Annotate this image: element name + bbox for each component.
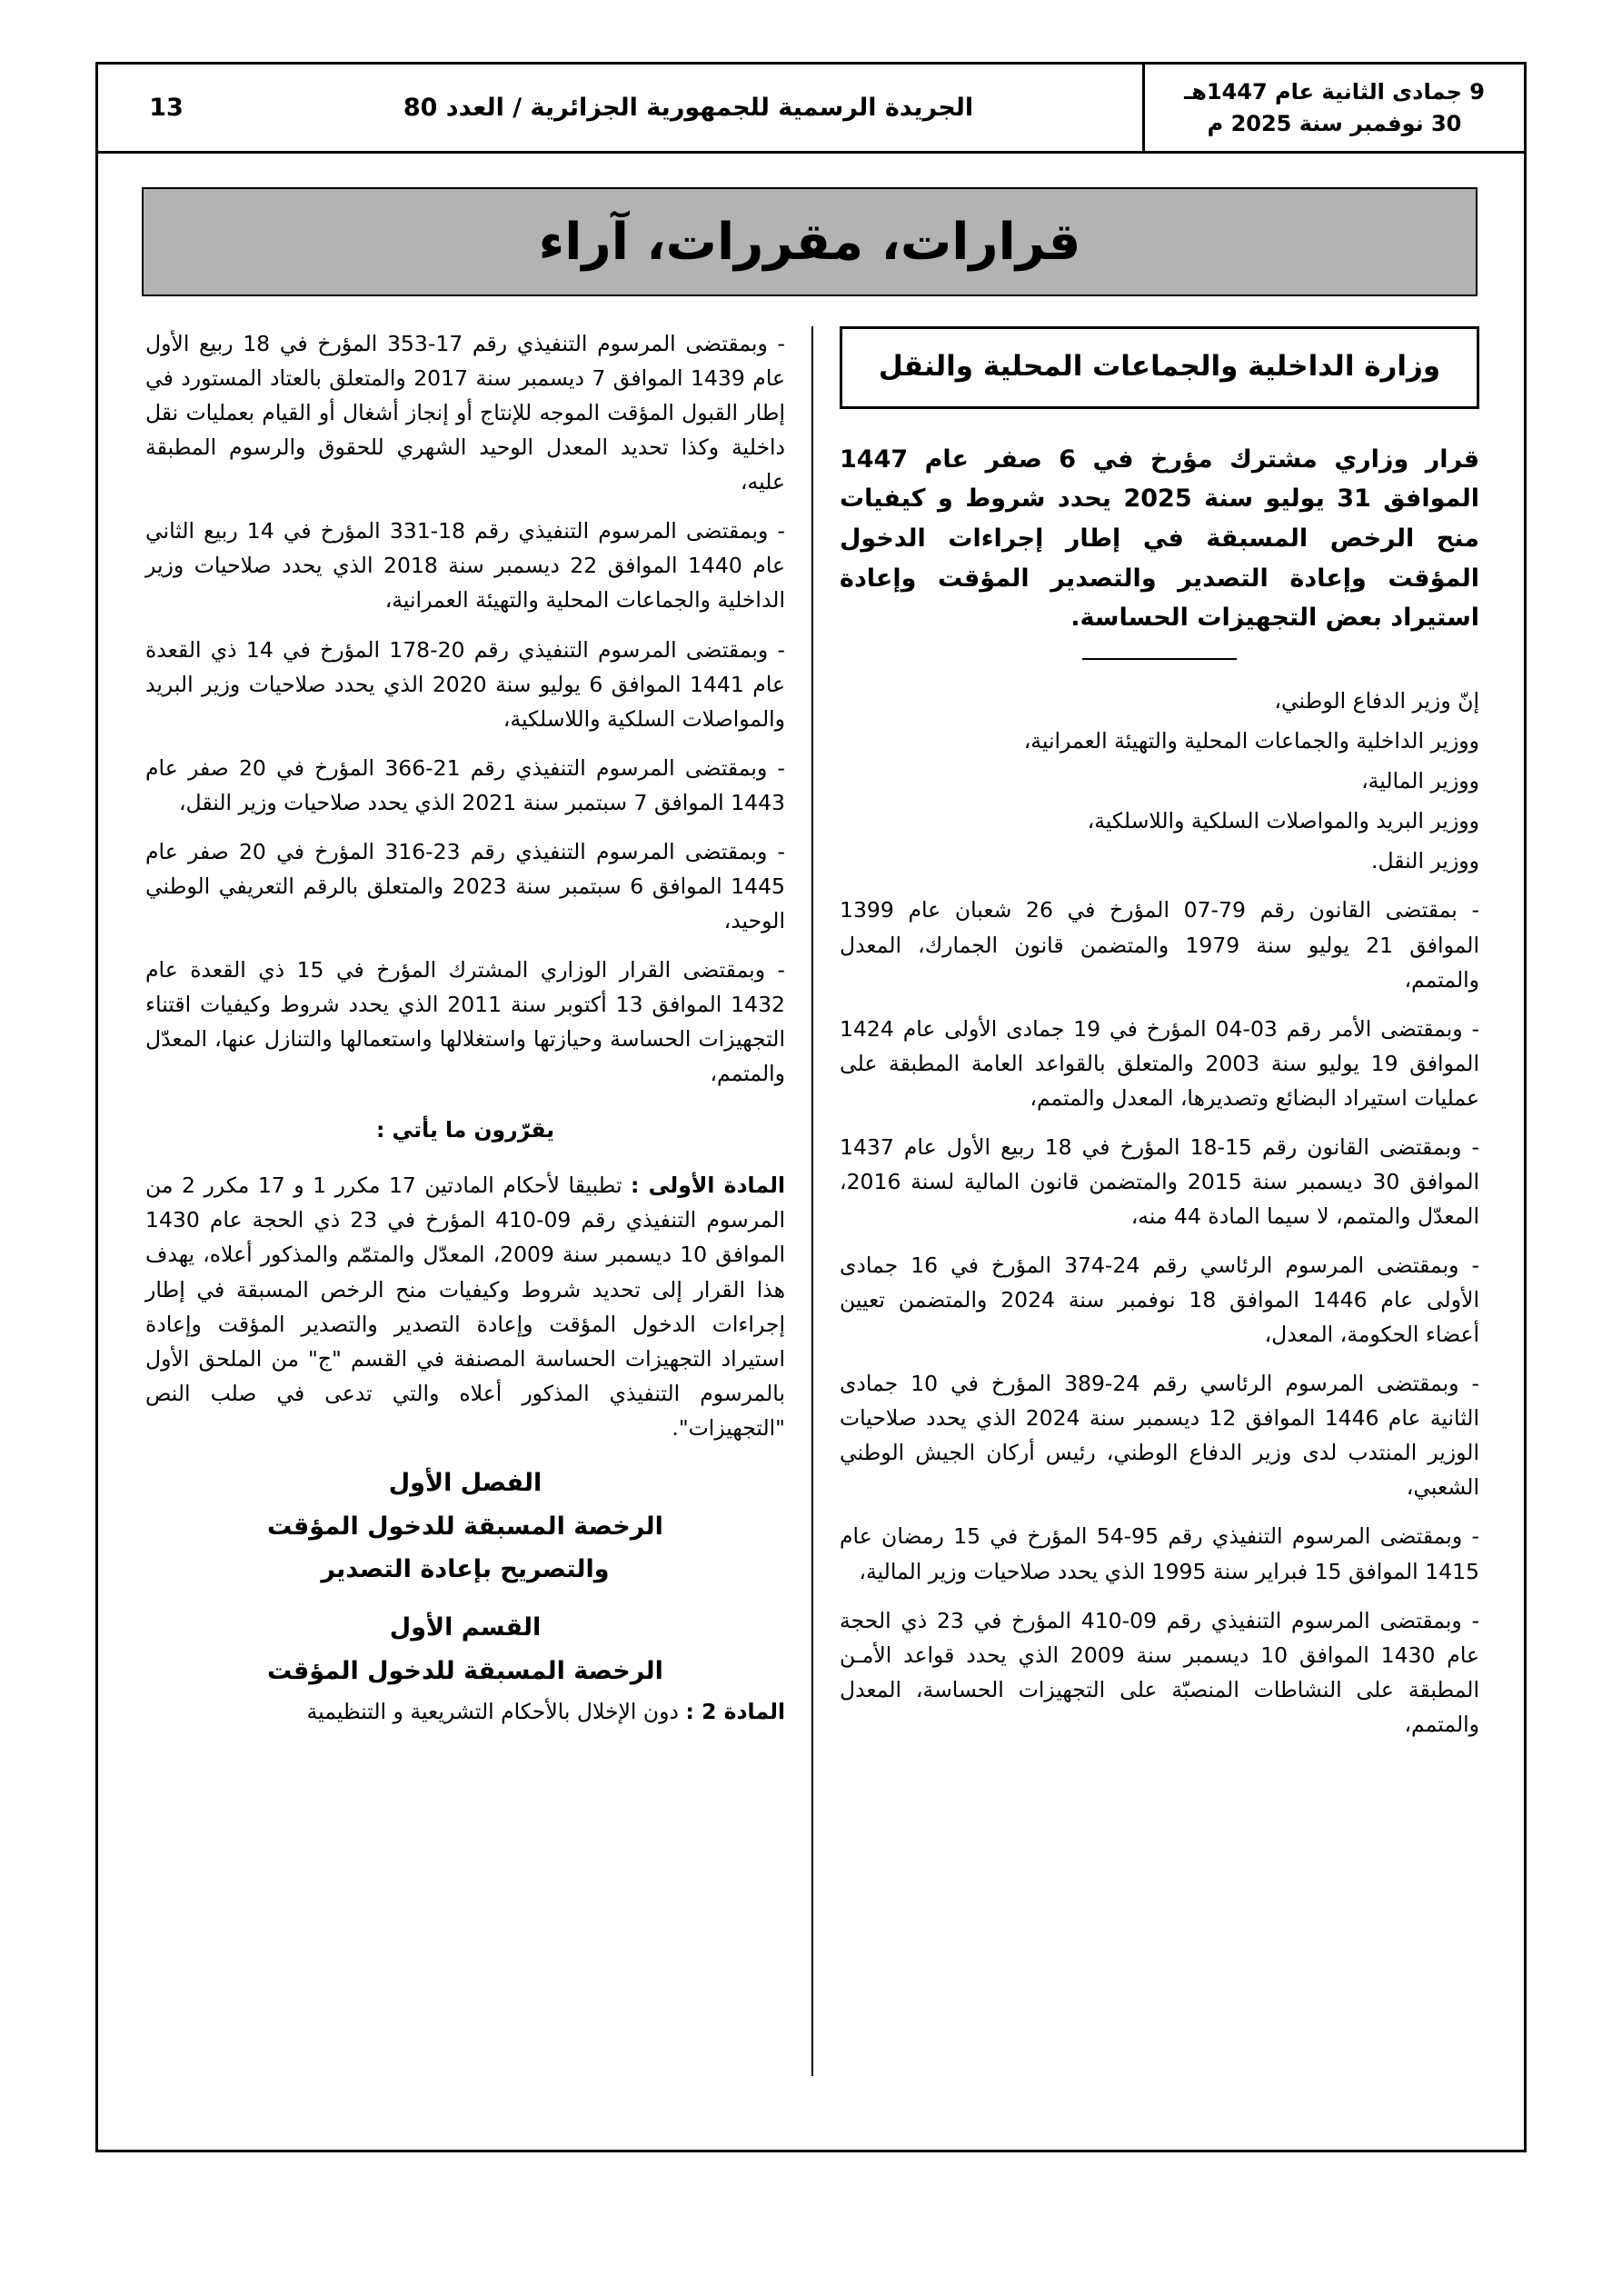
section-banner (142, 187, 1478, 296)
article-1-text: تطبيقا لأحكام المادتين 17 مكرر 1 و 17 مكرر 2 من المرسوم التنفيذي رقم 09-410 المؤرخ في 23 ذي الحجة عام 1430 الموافق 10 ديسمبر سنة 2009، المعدّل والمتمّم والمذكور أعلاه، يهدف هذا القرار إلى تحديد شروط وكيفيات منح الرخص المسبقة في إطار إجراءات الدخول المؤقت وإعادة التصدير والتصدير المؤقت وإعادة استيراد التجهيزات الحساسة المصنفة في القسم "ج" من الملحق الأول بالمرسوم التنفيذي المذكور أعلاه والتي تدعى في صلب النص "التجهيزات". (145, 1173, 786, 1441)
gregorian-date: 30 نوفمبر سنة 2025 م (1207, 110, 1462, 136)
signatory-line: ووزير الداخلية والجماعات المحلية والتهيئة العمرانية، (1023, 728, 1479, 754)
whereas-clause: - وبمقتضى المرسوم التنفيذي رقم 23-316 المؤرخ في 20 صفر عام 1445 الموافق 6 سبتمبر سنة 2023 والمتعلق بالرقم التعريفي الوطني الوحيد، (145, 838, 785, 933)
signatory-line: ووزير المالية، (1361, 768, 1479, 794)
article-2 (145, 1694, 785, 1729)
whereas-clause: - وبمقتضى الأمر رقم 03-04 المؤرخ في 19 جمادى الأولى عام 1424 الموافق 19 يوليو سنة 2003 والمتعلق بالقواعد العامة المطبقة على عمليات استيراد البضائع وتصديرها، المعدل والمتمم، (840, 1015, 1479, 1111)
article-2-text: دون الإخلال بالأحكام التشريعية و التنظيمية (306, 1699, 686, 1725)
ministry-box (840, 326, 1479, 409)
article-2-label: المادة 2 : (685, 1699, 785, 1725)
page-header (98, 65, 1524, 154)
page-frame (95, 62, 1527, 2152)
two-column-body (125, 326, 1499, 2126)
whereas-clause: - وبمقتضى المرسوم التنفيذي رقم 18-331 المؤرخ في 14 ربيع الثاني عام 1440 الموافق 22 ديسمبر سنة 2018 الذي يحدد صلاحيات وزير الداخلية والجماعات المحلية والتهيئة العمرانية، (145, 518, 786, 614)
section-1-heading: القسم الأول (389, 1613, 542, 1642)
section-banner-title: قرارات، مقررات، آراء (538, 212, 1081, 272)
signatory-line: ووزير النقل. (1371, 848, 1479, 874)
whereas-clause: - وبمقتضى القانون رقم 15-18 المؤرخ في 18 ربيع الأول عام 1437 الموافق 30 ديسمبر سنة 2015 والمتضمن قانون المالية لسنة 2016، المعدّل والمتمم، لا سيما المادة 44 منه، (840, 1133, 1480, 1229)
whereas-clause: - وبمقتضى المرسوم الرئاسي رقم 24-374 المؤرخ في 16 جمادى الأولى عام 1446 الموافق 18 نوفمبر سنة 2024 والمتضمن تعيين أعضاء الحكومة، المعدل، (840, 1253, 1479, 1348)
article-1-label: المادة الأولى : (631, 1173, 786, 1199)
hijri-date: 9 جمادى الثانية عام 1447هـ (1184, 78, 1485, 105)
whereas-clause: - وبمقتضى المرسوم التنفيذي رقم 21-366 المؤرخ في 20 صفر عام 1443 الموافق 7 سبتمبر سنة 2021 الذي يحدد صلاحيات وزير النقل، (145, 754, 785, 815)
chapter-1-heading: الفصل الأول (388, 1468, 542, 1497)
signatory-line: إنّ وزير الدفاع الوطني، (1274, 688, 1479, 714)
chapter-1-title-line-1: الرخصة المسبقة للدخول المؤقت (267, 1512, 663, 1541)
column-divider (811, 326, 813, 2076)
section-1-title: الرخصة المسبقة للدخول المؤقت (267, 1656, 663, 1685)
left-column (125, 326, 805, 2126)
decide-line: يقرّرون ما يأتي : (375, 1116, 555, 1143)
page-number: 13 (149, 94, 184, 122)
journal-title: الجريدة الرسمية للجمهورية الجزائرية / العدد 80 (403, 94, 974, 122)
header-date-block (1142, 65, 1524, 151)
article-1 (145, 1168, 785, 1445)
chapter-1-title-line-2: والتصريح بإعادة التصدير (321, 1555, 610, 1584)
whereas-clause: - وبمقتضى المرسوم التنفيذي رقم 17-353 المؤرخ في 18 ربيع الأول عام 1439 الموافق 7 ديسمبر سنة 2017 والمتعلق بالعتاد المستورد في إطار القبول المؤقت الموجه للإنتاج أو إنجاز أشغال أو القيام بعمليات نقل داخلية وكذا تحديد المعدل الوحيد الشهري للحقوق والرسوم المطبقة عليه، (145, 331, 786, 495)
whereas-clause: - وبمقتضى المرسوم الرئاسي رقم 24-389 المؤرخ في 10 جمادى الثانية عام 1446 الموافق 12 ديسمبر سنة 2024 الذي يحدد صلاحيات الوزير المنتدب لدى وزير الدفاع الوطني، رئيس أركان الجيش الوطني الشعبي، (840, 1371, 1479, 1501)
whereas-clause: - بمقتضى القانون رقم 79-07 المؤرخ في 26 شعبان عام 1399 الموافق 21 يوليو سنة 1979 والمتضمن قانون الجمارك، المعدل والمتمم، (840, 897, 1479, 993)
signatory-line: ووزير البريد والمواصلات السلكية واللاسلكية، (1087, 808, 1479, 834)
whereas-clause: - وبمقتضى المرسوم التنفيذي رقم 95-54 المؤرخ في 15 رمضان عام 1415 الموافق 15 فبراير سنة 1995 الذي يحدد صلاحيات وزير المالية، (840, 1523, 1480, 1584)
right-column (820, 326, 1499, 2126)
decree-title: قرار وزاري مشترك مؤرخ في 6 صفر عام 1447 الموافق 31 يوليو سنة 2025 يحدد شروط و كيفيات منح الرخص المسبقة في إطار إجراءات الدخول المؤقت وإعادة التصدير والتصدير المؤقت وإعادة استيراد بعض التجهيزات الحساسة. (840, 444, 1479, 633)
whereas-clause: - وبمقتضى القرار الوزاري المشترك المؤرخ في 15 ذي القعدة عام 1432 الموافق 13 أكتوبر سنة 2011 الذي يحدد شروط وكيفيات اقتناء التجهيزات الحساسة وحيازتها واستغلالها واستعمالها والتنازل عنها، المعدّل والمتمم، (145, 957, 785, 1087)
whereas-clause: - وبمقتضى المرسوم التنفيذي رقم 20-178 المؤرخ في 14 ذي القعدة عام 1441 الموافق 6 يوليو سنة 2020 الذي يحدد صلاحيات وزير البريد والمواصلات السلكية واللاسلكية، (145, 636, 785, 732)
ministry-name: وزارة الداخلية والجماعات المحلية والنقل (878, 350, 1441, 383)
horizontal-rule (1082, 658, 1237, 660)
whereas-clause: - وبمقتضى المرسوم التنفيذي رقم 09-410 المؤرخ في 23 ذي الحجة عام 1430 الموافق 10 ديسمبر سنة 2009 الذي يحدد قواعد الأمـن المطبقة على النشاطات المنصبّة على التجهيزات الحساسة، المعدل والمتمم، (840, 1607, 1480, 1737)
